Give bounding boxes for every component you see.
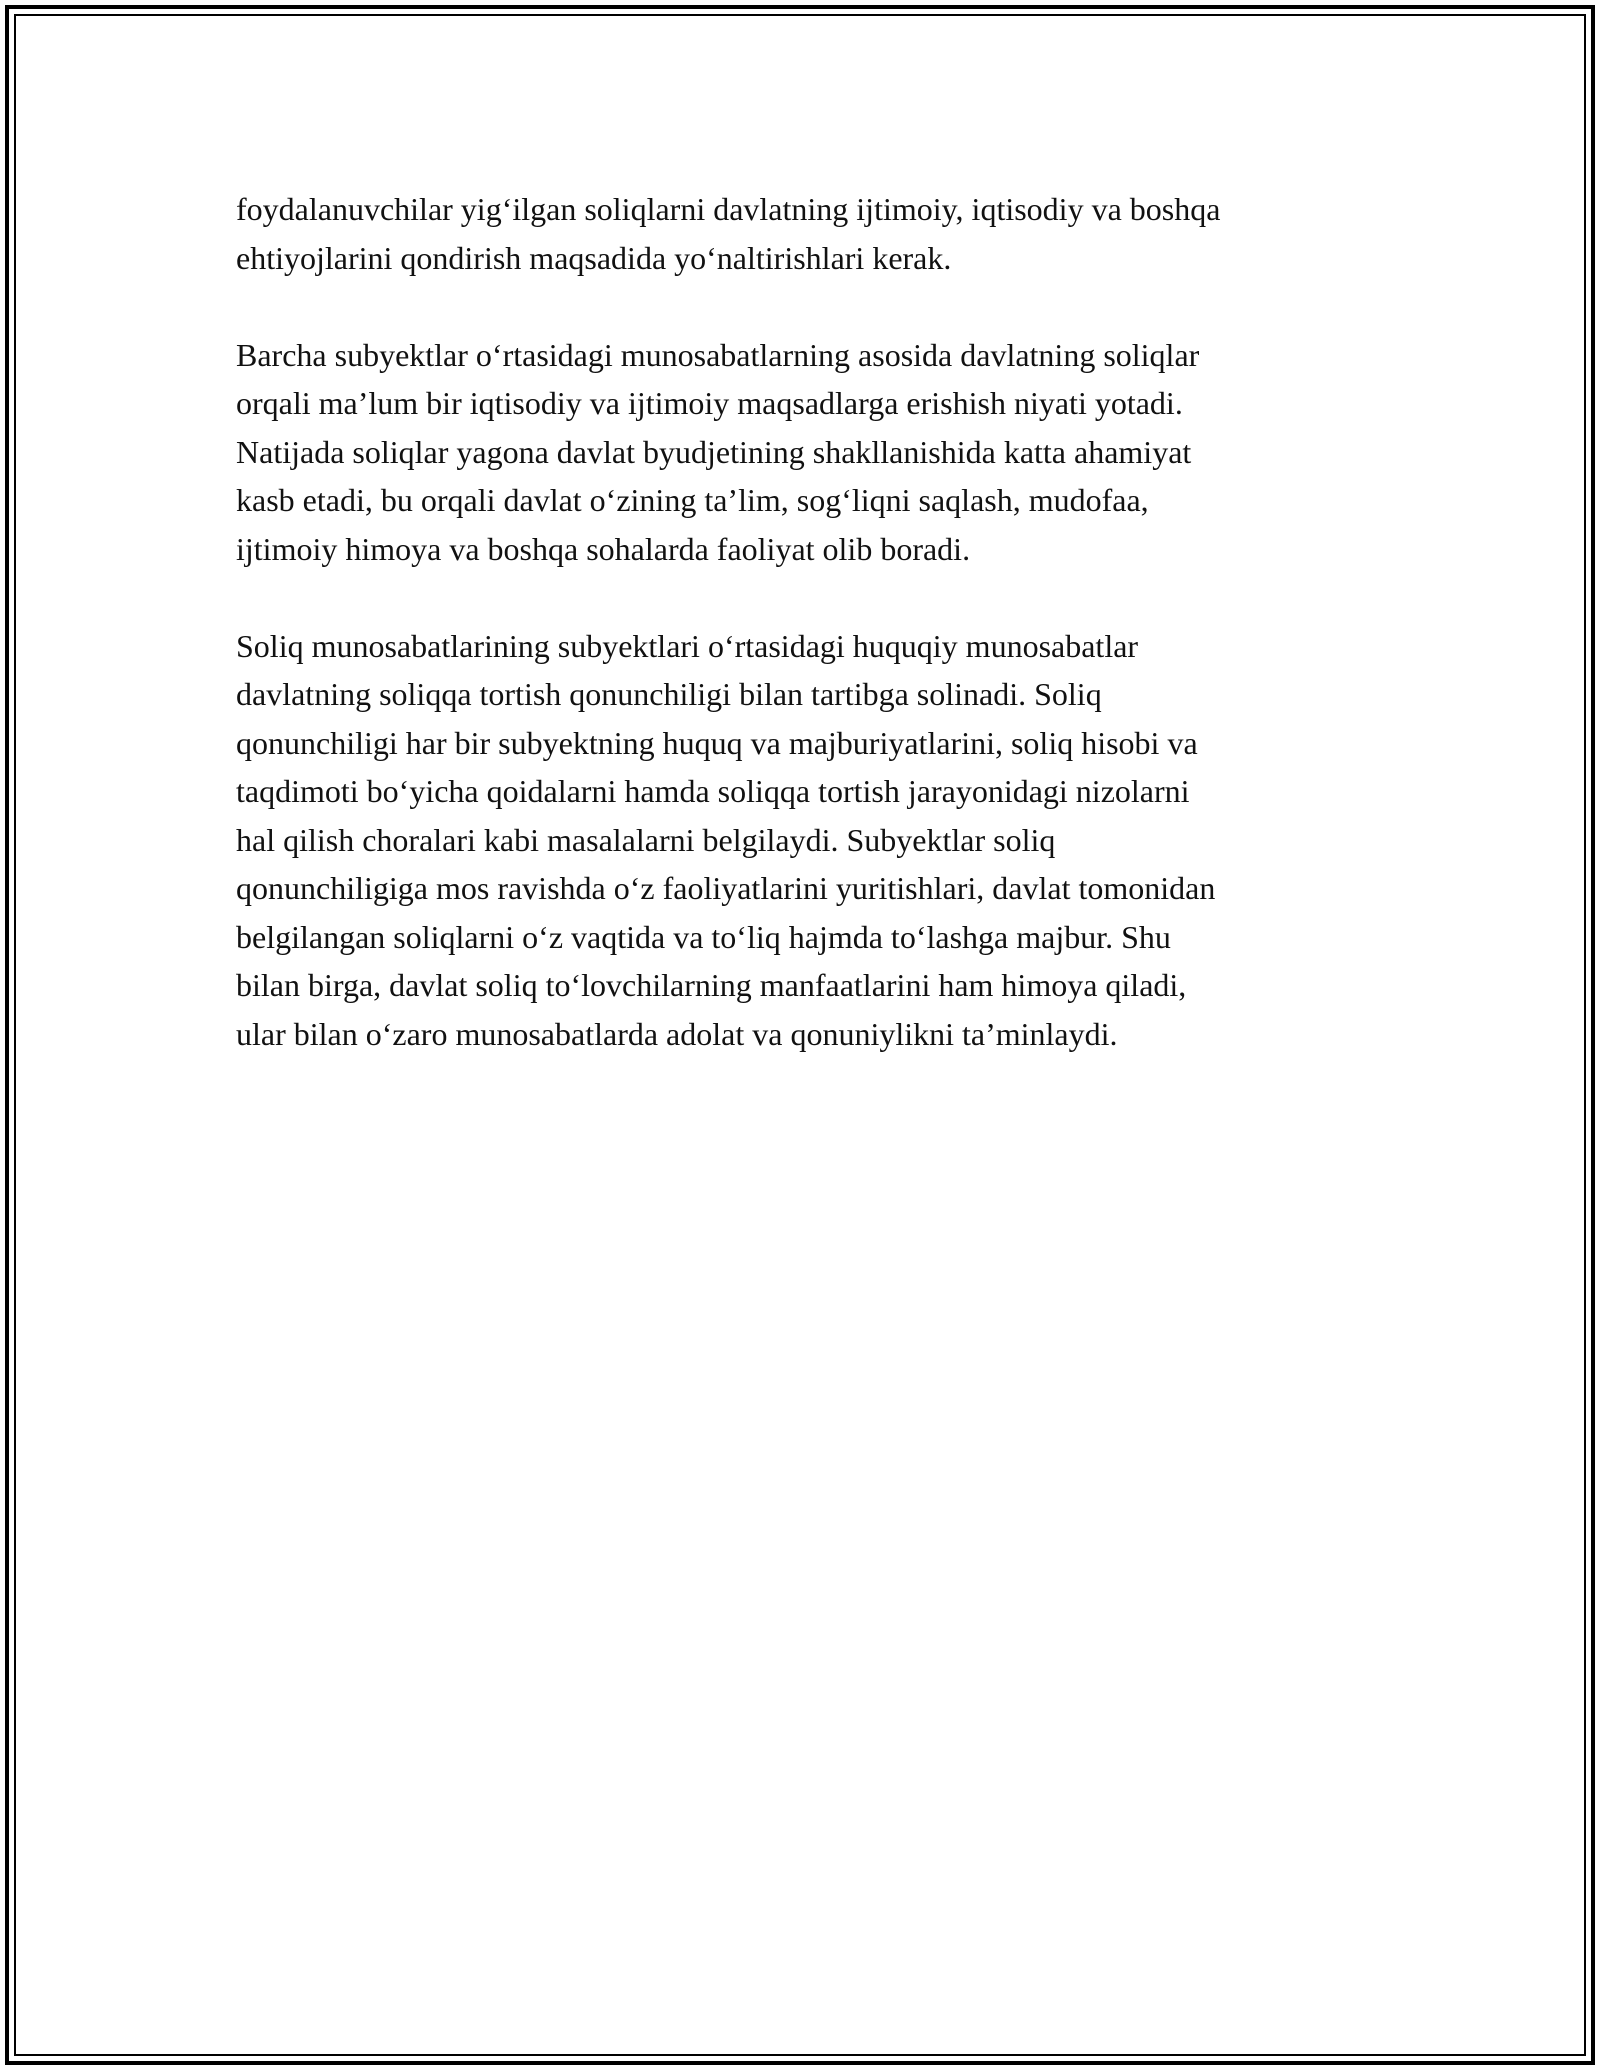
paragraph-1 [236,185,1386,282]
text-line: qonunchiligi har bir subyektning huquq va majburiyatlarini, soliq hisobi va [236,724,1198,761]
document-body [236,185,1386,1107]
text-line: Soliq munosabatlarining subyektlari o‘rtasidagi huquqiy munosabatlar [236,627,1139,664]
text-line: taqdimoti bo‘yicha qoidalarni hamda soliqqa tortish jarayonidagi nizolarni [236,773,1190,809]
paragraph-3 [236,622,1386,1059]
text-line: Barcha subyektlar o‘rtasidagi munosabatlarning asosida davlatning soliqlar [236,336,1200,373]
paragraph-2 [236,331,1386,574]
text-line: Natijada soliqlar yagona davlat byudjetining shakllanishida katta ahamiyat [236,433,1192,470]
text-line: ehtiyojlarini qondirish maqsadida yo‘naltirishlari kerak. [236,239,952,276]
text-line: ular bilan o‘zaro munosabatlarda adolat va qonuniylikni ta’minlaydi. [236,1015,1118,1052]
text-line: foydalanuvchilar yig‘ilgan soliqlarni davlatning ijtimoiy, iqtisodiy va boshqa [236,191,1221,227]
text-line: qonunchiligiga mos ravishda o‘z faoliyatlarini yuritishlari, davlat tomonidan [236,870,1216,906]
text-line: kasb etadi, bu orqali davlat o‘zining ta’lim, sog‘liqni saqlash, mudofaa, [236,482,1149,518]
text-line: belgilangan soliqlarni o‘z vaqtida va to‘liq hajmda to‘lashga majbur. Shu [236,918,1171,955]
text-line: davlatning soliqqa tortish qonunchiligi bilan tartibga solinadi. Soliq [236,676,1102,712]
text-line: orqali ma’lum bir iqtisodiy va ijtimoiy maqsadlarga erishish niyati yotadi. [236,385,1183,421]
text-line: hal qilish choralari kabi masalalarni belgilaydi. Subyektlar soliq [236,821,1056,858]
text-line: ijtimoiy himoya va boshqa sohalarda faoliyat olib boradi. [236,530,971,567]
text-line: bilan birga, davlat soliq to‘lovchilarning manfaatlarini ham himoya qiladi, [236,967,1187,1003]
